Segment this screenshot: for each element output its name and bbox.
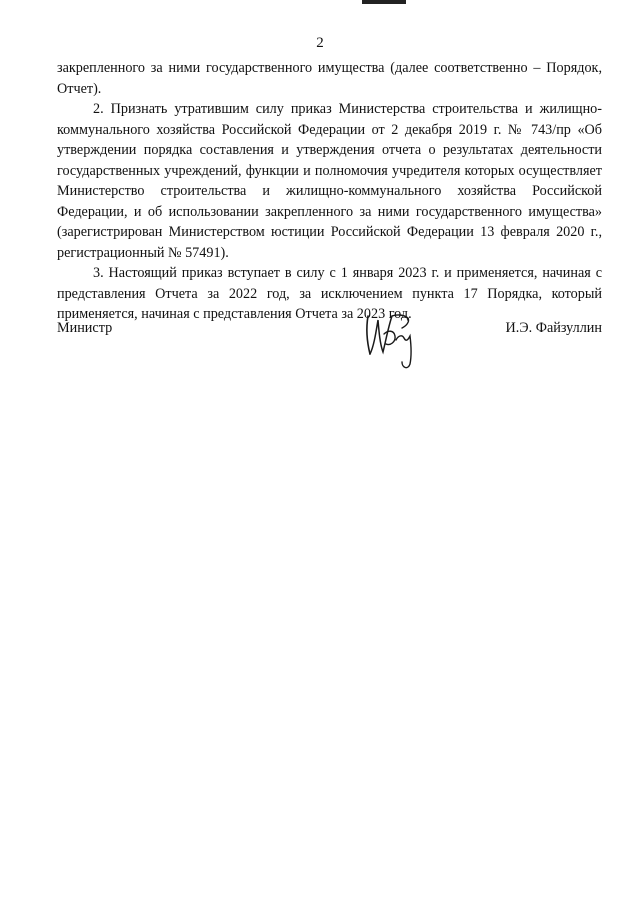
handwritten-signature — [362, 310, 420, 372]
page-number: 2 — [316, 35, 324, 51]
signer-title: Министр — [57, 320, 113, 336]
paragraph-continuation: закрепленного за ними государственного имущества (далее соответственно – Порядок, Отчет). — [57, 60, 602, 97]
signature-block — [57, 318, 602, 378]
paragraph-item-3: 3. Настоящий приказ вступает в силу с 1 января 2023 г. и применяется, начиная с представления Отчета за 2022 год, за исключением пункта 17 Порядка, который применяется, начиная с представления Отчета за 2023 год. — [57, 265, 602, 322]
scan-edge-mark — [362, 0, 406, 4]
paragraph-item-2: 2. Признать утратившим силу приказ Министерства строительства и жилищно-коммунального хозяйства Российской Федерации от 2 декабря 2019 г. № 743/пр «Об утверждении порядка составления и утверждения отчета о результатах деятельности государственных учреждений, функции и полномочия учредителя которых осуществляет Министерство строительства и жилищно-коммунального хозяйства Российской Федерации, и об использовании закрепленного за ними государственного имущества» (зарегистрирован Министерством юстиции Российской Федерации 13 февраля 2020 г., регистрационный № 57491). — [57, 101, 602, 261]
signer-name: И.Э. Файзуллин — [505, 320, 602, 336]
document-body — [57, 58, 602, 325]
